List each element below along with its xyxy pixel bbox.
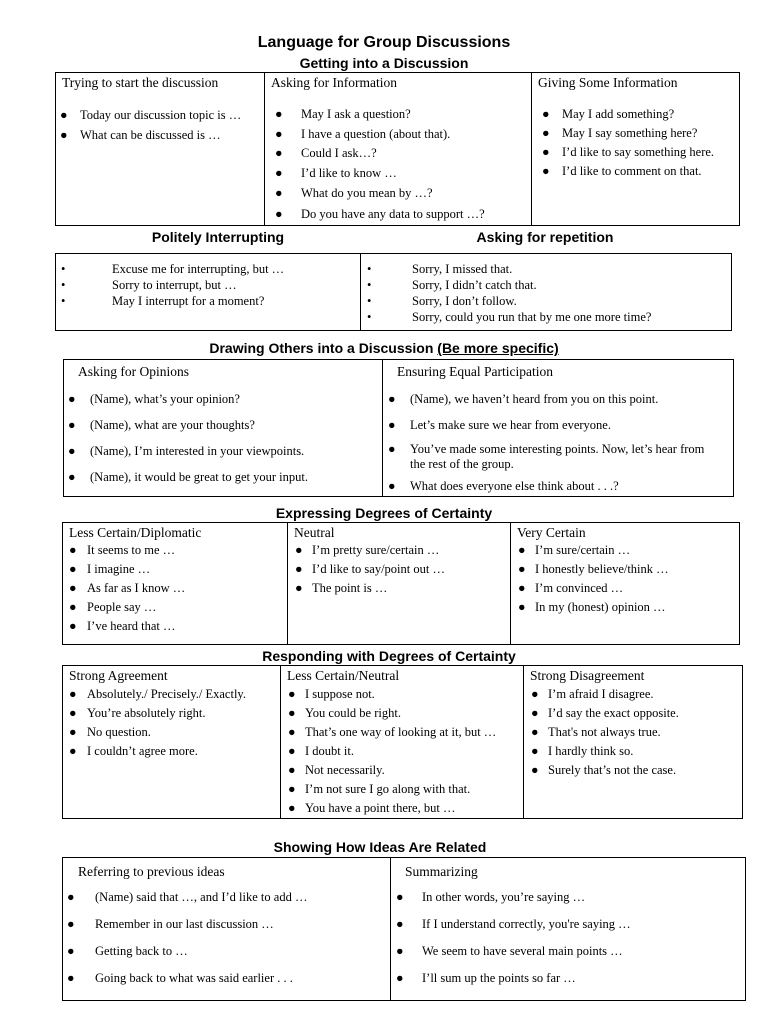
list-item: ● I’d like to say/point out … [295, 560, 510, 579]
bullet-icon: • [61, 262, 66, 276]
list-item: ● No question. [69, 723, 280, 742]
bullet-icon: • [367, 310, 372, 324]
col-header: Less Certain/Neutral [287, 668, 400, 683]
list-item: ● Going back to what was said earlier . . . [67, 965, 390, 992]
list-item: ● I couldn’t agree more. [69, 742, 280, 761]
col-politely-interrupting [56, 254, 361, 331]
bullet-icon: ● [531, 706, 539, 720]
col-header: Ensuring Equal Participation [397, 364, 553, 379]
list-item: ● Not necessarily. [288, 761, 523, 780]
bullet-list [64, 386, 382, 490]
bullet-icon: ● [288, 706, 296, 720]
interrupt-repetition-table [55, 253, 732, 331]
list-item: ● As far as I know … [69, 579, 287, 598]
col-neutral [288, 523, 511, 645]
bullet-icon: ● [67, 971, 75, 985]
bullet-list [361, 261, 731, 325]
bullet-icon: ● [275, 186, 283, 200]
col-start-discussion [56, 73, 265, 226]
col-header: Referring to previous ideas [78, 864, 225, 879]
list-item: • Sorry to interrupt, but … [61, 278, 237, 292]
list-item: ● Let’s make sure we hear from everyone. [388, 412, 733, 438]
list-item: ● You’ve made some interesting points. Now, let’s hear from the rest of the group. [388, 442, 705, 471]
bullet-icon: ● [60, 108, 68, 122]
bullet-icon: ● [69, 543, 77, 557]
bullet-list [511, 541, 739, 617]
list-item: ● I’ve heard that … [69, 617, 287, 636]
bullet-icon: ● [542, 107, 550, 121]
list-item: ● People say … [69, 598, 287, 617]
col-header: Strong Disagreement [530, 668, 645, 683]
list-item: ● I hardly think so. [531, 742, 742, 761]
bullet-icon: ● [542, 145, 550, 159]
list-item: ● May I ask a question? [275, 105, 531, 125]
bullet-icon: ● [542, 126, 550, 140]
bullet-icon: ● [295, 581, 303, 595]
getting-into-table [55, 72, 740, 226]
heading-suffix: (Be more specific) [437, 340, 559, 356]
list-item: ● (Name), we haven’t heard from you on this point. [388, 386, 733, 412]
bullet-icon: • [367, 262, 372, 276]
bullet-icon: ● [288, 801, 296, 815]
list-item: ● I’d like to say something here. [542, 143, 739, 162]
section-heading-repetition: Asking for repetition [476, 229, 614, 245]
list-item: ● You could be right. [288, 704, 523, 723]
list-item: ● (Name), it would be great to get your input. [68, 464, 382, 490]
col-header: Neutral [294, 525, 335, 540]
list-item: ● If I understand correctly, you're saying … [396, 911, 745, 938]
list-item: ● What can be discussed is … [60, 125, 264, 145]
list-item: ● It seems to me … [69, 541, 287, 560]
bullet-icon: ● [288, 725, 296, 739]
col-header: Summarizing [405, 864, 478, 879]
list-item: • Sorry, I didn’t catch that. [367, 278, 537, 292]
list-item: ● I’d like to comment on that. [542, 162, 739, 181]
col-referring-previous [63, 858, 391, 1001]
bullet-list [63, 884, 390, 992]
bullet-icon: ● [531, 725, 539, 739]
bullet-icon: ● [396, 971, 404, 985]
list-item: ● Do you have any data to support …? [275, 204, 531, 225]
col-header: Trying to start the discussion [62, 75, 219, 90]
col-header: Strong Agreement [69, 668, 168, 683]
bullet-icon: ● [60, 128, 68, 142]
bullet-icon: ● [388, 442, 396, 456]
bullet-icon: ● [68, 444, 76, 458]
bullet-list [532, 105, 739, 181]
bullet-icon: ● [69, 687, 77, 701]
bullet-icon: ● [288, 744, 296, 758]
section-heading-getting-into: Getting into a Discussion [299, 55, 469, 71]
list-item: ● I doubt it. [288, 742, 523, 761]
list-item: ● Getting back to … [67, 938, 390, 965]
list-item: • Sorry, I missed that. [367, 262, 513, 276]
bullet-icon: ● [518, 562, 526, 576]
section-heading-expressing-certainty: Expressing Degrees of Certainty [275, 505, 493, 521]
bullet-icon: ● [295, 562, 303, 576]
bullet-icon: ● [67, 917, 75, 931]
list-item: ● I’m pretty sure/certain … [295, 541, 510, 560]
list-item: ● I imagine … [69, 560, 287, 579]
list-item: ● I’ll sum up the points so far … [396, 965, 745, 992]
ideas-related-table [62, 857, 746, 1001]
list-item: ● Absolutely./ Precisely./ Exactly. [69, 685, 280, 704]
list-item: ● Could I ask…? [275, 144, 531, 164]
list-item: ● (Name), I’m interested in your viewpoints. [68, 438, 382, 464]
col-very-certain [511, 523, 740, 645]
bullet-list [383, 386, 733, 496]
bullet-icon: ● [288, 687, 296, 701]
list-item: ● I’m afraid I disagree. [531, 685, 742, 704]
bullet-icon: ● [518, 581, 526, 595]
page-title: Language for Group Discussions [257, 34, 511, 51]
bullet-list [265, 105, 531, 225]
col-header: Asking for Opinions [78, 364, 189, 379]
list-item: ● What do you mean by …? [275, 183, 531, 204]
list-item: ● I’m sure/certain … [518, 541, 739, 560]
list-item: • Sorry, could you run that by me one more time? [367, 310, 652, 324]
col-strong-disagreement [524, 666, 743, 819]
bullet-icon: • [367, 278, 372, 292]
bullet-icon: ● [531, 687, 539, 701]
bullet-icon: • [61, 278, 66, 292]
bullet-icon: ● [67, 890, 75, 904]
bullet-icon: • [61, 294, 66, 308]
expressing-certainty-table [62, 522, 740, 645]
bullet-list [281, 685, 523, 818]
list-item: ● In my (honest) opinion … [518, 598, 739, 617]
list-item: ● That’s one way of looking at it, but … [288, 723, 523, 742]
bullet-icon: ● [396, 917, 404, 931]
bullet-icon: ● [69, 706, 77, 720]
list-item: ● I’m convinced … [518, 579, 739, 598]
col-summarizing [391, 858, 746, 1001]
list-item: • Sorry, I don’t follow. [367, 294, 517, 308]
bullet-icon: ● [518, 543, 526, 557]
responding-certainty-table [62, 665, 743, 819]
bullet-icon: ● [275, 107, 283, 121]
section-heading-ideas-related: Showing How Ideas Are Related [273, 839, 487, 855]
bullet-list [288, 541, 510, 598]
list-item: ● May I say something here? [542, 124, 739, 143]
list-item: ● In other words, you’re saying … [396, 884, 745, 911]
bullet-icon: ● [388, 392, 396, 406]
bullet-icon: ● [388, 479, 396, 493]
bullet-icon: ● [69, 600, 77, 614]
list-item: • May I interrupt for a moment? [61, 294, 265, 308]
list-item: ● I honestly believe/think … [518, 560, 739, 579]
list-item: ● You have a point there, but … [288, 799, 523, 818]
list-item: ● We seem to have several main points … [396, 938, 745, 965]
list-item: ● (Name) said that …, and I’d like to add … [67, 884, 390, 911]
col-asking-information [265, 73, 532, 226]
list-item: ● The point is … [295, 579, 510, 598]
list-item: ● May I add something? [542, 105, 739, 124]
list-item: ● Today our discussion topic is … [60, 105, 264, 125]
list-item: ● That's not always true. [531, 723, 742, 742]
bullet-icon: ● [69, 562, 77, 576]
list-item: ● I have a question (about that). [275, 125, 531, 145]
bullet-icon: ● [288, 782, 296, 796]
bullet-icon: ● [531, 744, 539, 758]
bullet-icon: ● [68, 418, 76, 432]
col-header: Very Certain [517, 525, 586, 540]
bullet-icon: ● [68, 470, 76, 484]
col-header: Asking for Information [271, 75, 397, 90]
bullet-list [63, 685, 280, 761]
section-heading-responding-certainty: Responding with Degrees of Certainty [262, 648, 516, 664]
list-item: ● What does everyone else think about . . .? [388, 476, 733, 496]
list-item: ● I’d like to know … [275, 164, 531, 184]
bullet-icon: ● [69, 619, 77, 633]
list-item: ● Surely that’s not the case. [531, 761, 742, 780]
bullet-icon: ● [295, 543, 303, 557]
list-item: ● I’d say the exact opposite. [531, 704, 742, 723]
col-less-certain-neutral [281, 666, 524, 819]
list-item: ● Remember in our last discussion … [67, 911, 390, 938]
bullet-icon: ● [518, 600, 526, 614]
section-heading-drawing-others: Drawing Others into a Discussion (Be more specific) [209, 340, 559, 356]
bullet-icon: ● [68, 392, 76, 406]
bullet-icon: ● [69, 744, 77, 758]
bullet-icon: • [367, 294, 372, 308]
bullet-icon: ● [388, 418, 396, 432]
bullet-icon: ● [542, 164, 550, 178]
bullet-icon: ● [69, 725, 77, 739]
bullet-icon: ● [288, 763, 296, 777]
bullet-icon: ● [275, 207, 283, 221]
col-header: Giving Some Information [538, 75, 678, 90]
col-asking-repetition [361, 254, 732, 331]
bullet-list [524, 685, 742, 780]
list-item: ● You’re absolutely right. [69, 704, 280, 723]
list-item: ● I’m not sure I go along with that. [288, 780, 523, 799]
bullet-list [391, 884, 745, 992]
section-heading-interrupting: Politely Interrupting [151, 229, 285, 245]
bullet-list [56, 261, 360, 309]
bullet-icon: ● [275, 126, 283, 141]
bullet-list [56, 105, 264, 145]
col-strong-agreement [63, 666, 281, 819]
list-item: ● (Name), what are your thoughts? [68, 412, 382, 438]
list-item: ● (Name), what’s your opinion? [68, 386, 382, 412]
bullet-icon: ● [275, 165, 283, 180]
bullet-icon: ● [396, 944, 404, 958]
col-equal-participation [383, 360, 734, 497]
col-less-certain [63, 523, 288, 645]
bullet-icon: ● [69, 581, 77, 595]
drawing-others-table [63, 359, 734, 497]
col-giving-information [532, 73, 740, 226]
col-asking-opinions [64, 360, 383, 497]
bullet-icon: ● [275, 146, 283, 160]
bullet-icon: ● [67, 944, 75, 958]
bullet-list [63, 541, 287, 636]
list-item: • Excuse me for interrupting, but … [61, 262, 285, 276]
bullet-icon: ● [396, 890, 404, 904]
bullet-icon: ● [531, 763, 539, 777]
col-header: Less Certain/Diplomatic [69, 525, 202, 540]
list-item: ● I suppose not. [288, 685, 523, 704]
